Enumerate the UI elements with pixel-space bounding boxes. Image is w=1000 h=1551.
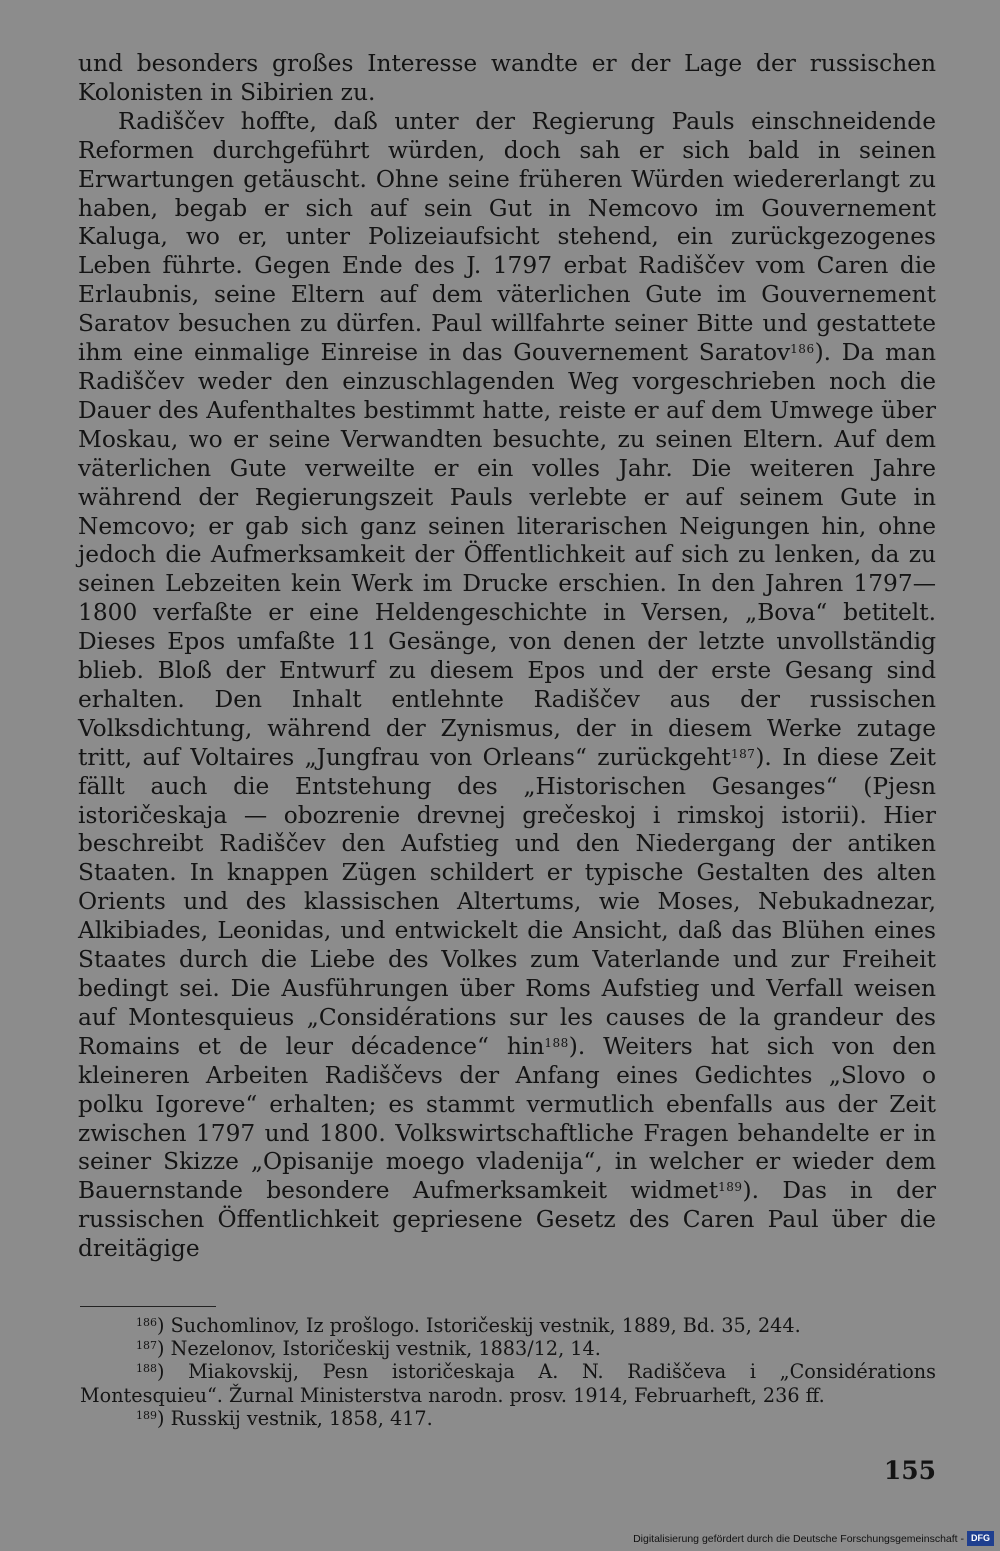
footnote-text: ) Suchomlinov, Iz prošlogo. Istoričeskij vestnik, 1889, Bd. 35, 244. [157,1314,801,1337]
paragraph-2-part-b: ). Da man Radiščev weder den einzuschlagenden Weg vorgeschrieben noch die Dauer des Aufenthaltes bestimmt hatte, reiste er auf dem Umwege über Moskau, wo er seine Verwandten besuchte, zu seinen Eltern. Auf dem väterlichen Gute verweilte er ein volles Jahr. Die weiteren Jahre während der Regierungszeit Pauls verlebte er auf seinem Gute in Nemcovo; er gab sich ganz seinen literarischen Neigungen hin, ohne jedoch die Aufmerksamkeit der Öffentlichkeit auf sich zu lenken, da zu seinen Lebzeiten kein Werk im Drucke erschien. In den Jahren 1797—1800 verfaßte er eine Heldengeschichte in Versen, „Bova“ betitelt. Dieses Epos umfaßte 11 Gesänge, von denen der letzte unvollständig blieb. Bloß der Entwurf zu diesem Epos und der erste Gesang sind erhalten. Den Inhalt entlehnte Radiščev aus der russischen Volksdichtung, während der Zynismus, der in diesem Werke zutage tritt, auf Voltaires „Jungfrau von Orleans“ zurückgeht [78,339,936,771]
page-body [78,50,936,1264]
dfg-logo: DFG [967,1531,994,1546]
footnotes [80,1314,936,1430]
footnote-number: 186 [136,1316,157,1329]
footnote-text: ) Miakovskij, Pesn istoričeskaja A. N. Radiščeva i „Considérations Montesquieu“. Žurnal Ministerstva narodn. prosv. 1914, Februarheft, 236 ff. [80,1360,936,1407]
footnote-ref-187: 187 [730,746,756,761]
footnote-ref-188: 188 [544,1035,569,1050]
footnote-ref-186: 186 [790,342,815,357]
footnote-189 [80,1407,936,1430]
paragraph-2-part-e: ). Das in der russischen Öffentlichkeit gepriesene Gesetz des Caren Paul über die dreitägige [78,1177,936,1263]
footnote-divider [80,1306,216,1307]
footnote-number: 187 [136,1339,157,1353]
paragraph-2-part-c: ). In diese Zeit fällt auch die Entstehung des „Historischen Gesanges“ (Pjesn istoričeskaja — obozrenie drevnej grečeskoj i rimskoj istorii). Hier beschreibt Radiščev den Aufstieg und den Niedergang der antiken Staaten. In knappen Zügen schildert er typische Gestalten des alten Orients und des klassischen Altertums, wie Moses, Nebukadnezar, Alkibiades, Leonidas, und entwickelt die Ansicht, daß das Blühen eines Staates durch die Liebe des Volkes zum Vaterlande und zur Freiheit bedingt sei. Die Ausführungen über Roms Aufstieg und Verfall weisen auf Montesquieus „Considérations sur les causes de la grandeur des Romains et de leur décadence“ hin [78,743,936,1060]
paragraph-1: und besonders großes Interesse wandte er der Lage der russischen Kolonisten in Sibirien zu. [78,50,936,106]
footnote-number: 189 [136,1408,157,1422]
footnote-number: 188 [136,1362,157,1376]
digitization-credit: Digitalisierung gefördert durch die Deutsche Forschungsgemeinschaft - [633,1533,964,1545]
footnote-ref-189: 189 [718,1180,743,1195]
footnote-188 [80,1360,936,1406]
footnote-text: ) Nezelonov, Istoričeskij vestnik, 1883/12, 14. [157,1337,601,1361]
paragraph-2 [78,108,936,1264]
paragraph-2-part-d: ). Weiters hat sich von den kleineren Arbeiten Radiščevs der Anfang eines Gedichtes „Slovo o polku Igoreve“ erhalten; es stammt vermutlich ebenfalls aus der Zeit zwischen 1797 und 1800. Volkswirtschaftliche Fragen behandelte er in seiner Skizze „Opisanije moego vladenija“, in welcher er wieder dem Bauernstande besondere Aufmerksamkeit widmet [78,1032,937,1205]
footnote-text: ) Russkij vestnik, 1858, 417. [157,1406,433,1430]
page-number: 155 [883,1456,936,1485]
footnote-186 [80,1314,936,1337]
paragraph-2-part-a: Radiščev hoffte, daß unter der Regierung Pauls einschneidende Reformen durchgeführt würden, doch sah er sich bald in seinen Erwartungen getäuscht. Ohne seine früheren Würden wiedererlangt zu haben, begab er sich auf sein Gut in Nemcovo im Gouvernement Kaluga, wo er, unter Polizeiaufsicht stehend, ein zurückgezogenes Leben führte. Gegen Ende des J. 1797 erbat Radiščev vom Caren die Erlaubnis, seine Eltern auf dem väterlichen Gute im Gouvernement Saratov besuchen zu dürfen. Paul willfahrte seiner Bitte und gestattete ihm eine einmalige Einreise in das Gouvernement Saratov [78,107,936,367]
footnote-187 [80,1337,936,1360]
